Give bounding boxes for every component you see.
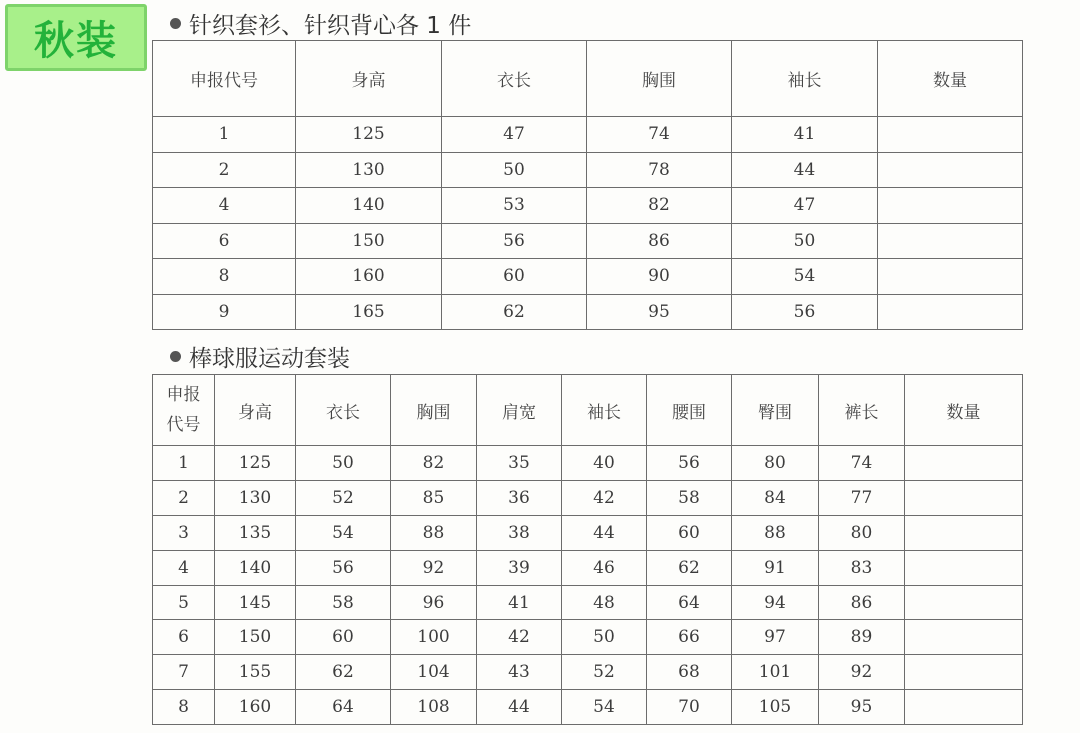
table-cell: 94 bbox=[732, 585, 819, 620]
knitwear-size-table bbox=[152, 40, 1023, 330]
table-cell: 74 bbox=[819, 446, 905, 481]
table-cell: 95 bbox=[587, 294, 732, 330]
table-cell: 36 bbox=[477, 480, 562, 515]
table-cell: 70 bbox=[647, 690, 732, 725]
table-cell: 135 bbox=[215, 515, 296, 550]
table-cell: 125 bbox=[296, 117, 442, 153]
table-cell: 74 bbox=[587, 117, 732, 153]
table-cell: 155 bbox=[215, 655, 296, 690]
header-chest: 胸围 bbox=[391, 375, 477, 446]
table-cell: 130 bbox=[296, 152, 442, 188]
table-cell: 92 bbox=[391, 550, 477, 585]
table-cell bbox=[905, 550, 1023, 585]
table-cell: 7 bbox=[153, 655, 215, 690]
table-cell: 89 bbox=[819, 620, 905, 655]
table-cell bbox=[905, 585, 1023, 620]
header-chest: 胸围 bbox=[587, 41, 732, 117]
table-cell bbox=[878, 117, 1023, 153]
table-row bbox=[153, 294, 1023, 330]
table-cell: 50 bbox=[732, 223, 878, 259]
table-cell: 54 bbox=[562, 690, 647, 725]
table-cell: 68 bbox=[647, 655, 732, 690]
header-sleeve: 袖长 bbox=[732, 41, 878, 117]
table-cell: 47 bbox=[442, 117, 587, 153]
table-cell bbox=[905, 480, 1023, 515]
section-title-text: 棒球服运动套装 bbox=[189, 346, 350, 372]
table-cell: 88 bbox=[391, 515, 477, 550]
table-cell: 101 bbox=[732, 655, 819, 690]
table-cell: 125 bbox=[215, 446, 296, 481]
section-title-text: 针织套衫、针织背心各 1 件 bbox=[189, 13, 472, 39]
table-cell: 86 bbox=[819, 585, 905, 620]
table-row bbox=[153, 585, 1023, 620]
table-cell: 2 bbox=[153, 152, 296, 188]
table-cell bbox=[905, 446, 1023, 481]
table-cell: 44 bbox=[732, 152, 878, 188]
table-cell: 1 bbox=[153, 117, 296, 153]
table-cell: 1 bbox=[153, 446, 215, 481]
table-cell: 6 bbox=[153, 620, 215, 655]
baseball-suit-size-table bbox=[152, 374, 1023, 725]
section-title-baseball-suit bbox=[170, 340, 350, 373]
header-pants-length: 裤长 bbox=[819, 375, 905, 446]
table-cell: 160 bbox=[215, 690, 296, 725]
table-cell: 90 bbox=[587, 259, 732, 295]
table-cell: 82 bbox=[391, 446, 477, 481]
table-cell: 108 bbox=[391, 690, 477, 725]
season-badge: 秋装 bbox=[5, 4, 147, 71]
table-cell: 43 bbox=[477, 655, 562, 690]
table-cell: 2 bbox=[153, 480, 215, 515]
table-cell: 4 bbox=[153, 550, 215, 585]
table-cell: 88 bbox=[732, 515, 819, 550]
table-cell: 44 bbox=[562, 515, 647, 550]
table-header-row bbox=[153, 41, 1023, 117]
table-cell bbox=[878, 259, 1023, 295]
table-cell bbox=[878, 188, 1023, 224]
table-cell: 83 bbox=[819, 550, 905, 585]
table-cell bbox=[905, 620, 1023, 655]
table-cell: 165 bbox=[296, 294, 442, 330]
table-cell: 60 bbox=[296, 620, 391, 655]
table-cell: 58 bbox=[296, 585, 391, 620]
header-code-line2: 代号 bbox=[166, 415, 201, 435]
table-cell: 97 bbox=[732, 620, 819, 655]
table-cell: 56 bbox=[647, 446, 732, 481]
table-cell: 66 bbox=[647, 620, 732, 655]
table-row bbox=[153, 690, 1023, 725]
table-cell: 150 bbox=[215, 620, 296, 655]
table-cell bbox=[905, 655, 1023, 690]
table-cell: 92 bbox=[819, 655, 905, 690]
bullet-icon bbox=[170, 18, 181, 29]
table-cell: 8 bbox=[153, 259, 296, 295]
table-row bbox=[153, 117, 1023, 153]
table-cell: 3 bbox=[153, 515, 215, 550]
table-cell: 140 bbox=[215, 550, 296, 585]
header-height: 身高 bbox=[215, 375, 296, 446]
table-cell: 4 bbox=[153, 188, 296, 224]
table-cell: 56 bbox=[296, 550, 391, 585]
header-waist: 腰围 bbox=[647, 375, 732, 446]
table-cell: 91 bbox=[732, 550, 819, 585]
header-sleeve: 袖长 bbox=[562, 375, 647, 446]
table-cell: 80 bbox=[732, 446, 819, 481]
table-cell bbox=[905, 690, 1023, 725]
table-cell: 41 bbox=[732, 117, 878, 153]
table-cell: 48 bbox=[562, 585, 647, 620]
table-cell: 54 bbox=[296, 515, 391, 550]
table-cell: 50 bbox=[442, 152, 587, 188]
table-cell: 84 bbox=[732, 480, 819, 515]
table-cell: 50 bbox=[296, 446, 391, 481]
table-row bbox=[153, 446, 1023, 481]
table-cell: 52 bbox=[562, 655, 647, 690]
header-code: 申报代号 bbox=[153, 41, 296, 117]
table-cell: 56 bbox=[732, 294, 878, 330]
table-cell: 42 bbox=[477, 620, 562, 655]
table-cell: 50 bbox=[562, 620, 647, 655]
table-cell: 100 bbox=[391, 620, 477, 655]
header-code bbox=[153, 375, 215, 446]
table-cell: 53 bbox=[442, 188, 587, 224]
bullet-icon bbox=[170, 351, 181, 362]
table-cell: 62 bbox=[647, 550, 732, 585]
table-row bbox=[153, 515, 1023, 550]
table-row bbox=[153, 480, 1023, 515]
table-cell: 62 bbox=[442, 294, 587, 330]
table-cell: 140 bbox=[296, 188, 442, 224]
table-header-row bbox=[153, 375, 1023, 446]
table-cell: 35 bbox=[477, 446, 562, 481]
table-cell: 77 bbox=[819, 480, 905, 515]
header-hip: 臀围 bbox=[732, 375, 819, 446]
section-title-knitwear bbox=[170, 7, 471, 40]
header-height: 身高 bbox=[296, 41, 442, 117]
table-cell: 85 bbox=[391, 480, 477, 515]
table-cell: 80 bbox=[819, 515, 905, 550]
table-cell: 86 bbox=[587, 223, 732, 259]
table-cell: 58 bbox=[647, 480, 732, 515]
table-cell: 150 bbox=[296, 223, 442, 259]
table-cell: 54 bbox=[732, 259, 878, 295]
table-cell bbox=[905, 515, 1023, 550]
table-cell: 5 bbox=[153, 585, 215, 620]
table-cell: 62 bbox=[296, 655, 391, 690]
header-shoulder: 肩宽 bbox=[477, 375, 562, 446]
header-quantity: 数量 bbox=[905, 375, 1023, 446]
table-row bbox=[153, 259, 1023, 295]
table-cell: 95 bbox=[819, 690, 905, 725]
table-cell: 8 bbox=[153, 690, 215, 725]
table-cell: 96 bbox=[391, 585, 477, 620]
table-cell: 6 bbox=[153, 223, 296, 259]
table-cell: 38 bbox=[477, 515, 562, 550]
table-row bbox=[153, 550, 1023, 585]
table-cell: 82 bbox=[587, 188, 732, 224]
table-cell: 56 bbox=[442, 223, 587, 259]
header-code-line1: 申报 bbox=[166, 385, 201, 405]
table-cell: 42 bbox=[562, 480, 647, 515]
table-cell: 40 bbox=[562, 446, 647, 481]
table-row bbox=[153, 655, 1023, 690]
header-quantity: 数量 bbox=[878, 41, 1023, 117]
table-cell: 78 bbox=[587, 152, 732, 188]
table-cell: 60 bbox=[442, 259, 587, 295]
table-cell: 60 bbox=[647, 515, 732, 550]
table-cell: 145 bbox=[215, 585, 296, 620]
table-row bbox=[153, 152, 1023, 188]
table-cell: 64 bbox=[296, 690, 391, 725]
table-cell: 64 bbox=[647, 585, 732, 620]
table-row bbox=[153, 620, 1023, 655]
table-cell: 44 bbox=[477, 690, 562, 725]
header-length: 衣长 bbox=[296, 375, 391, 446]
table-row bbox=[153, 188, 1023, 224]
table-cell: 9 bbox=[153, 294, 296, 330]
table-cell: 130 bbox=[215, 480, 296, 515]
table-cell bbox=[878, 294, 1023, 330]
table-cell: 104 bbox=[391, 655, 477, 690]
table-cell: 160 bbox=[296, 259, 442, 295]
table-cell bbox=[878, 152, 1023, 188]
table-cell: 41 bbox=[477, 585, 562, 620]
table-cell: 47 bbox=[732, 188, 878, 224]
table-cell bbox=[878, 223, 1023, 259]
table-row bbox=[153, 223, 1023, 259]
table-cell: 39 bbox=[477, 550, 562, 585]
table-cell: 105 bbox=[732, 690, 819, 725]
table-cell: 52 bbox=[296, 480, 391, 515]
header-length: 衣长 bbox=[442, 41, 587, 117]
table-cell: 46 bbox=[562, 550, 647, 585]
